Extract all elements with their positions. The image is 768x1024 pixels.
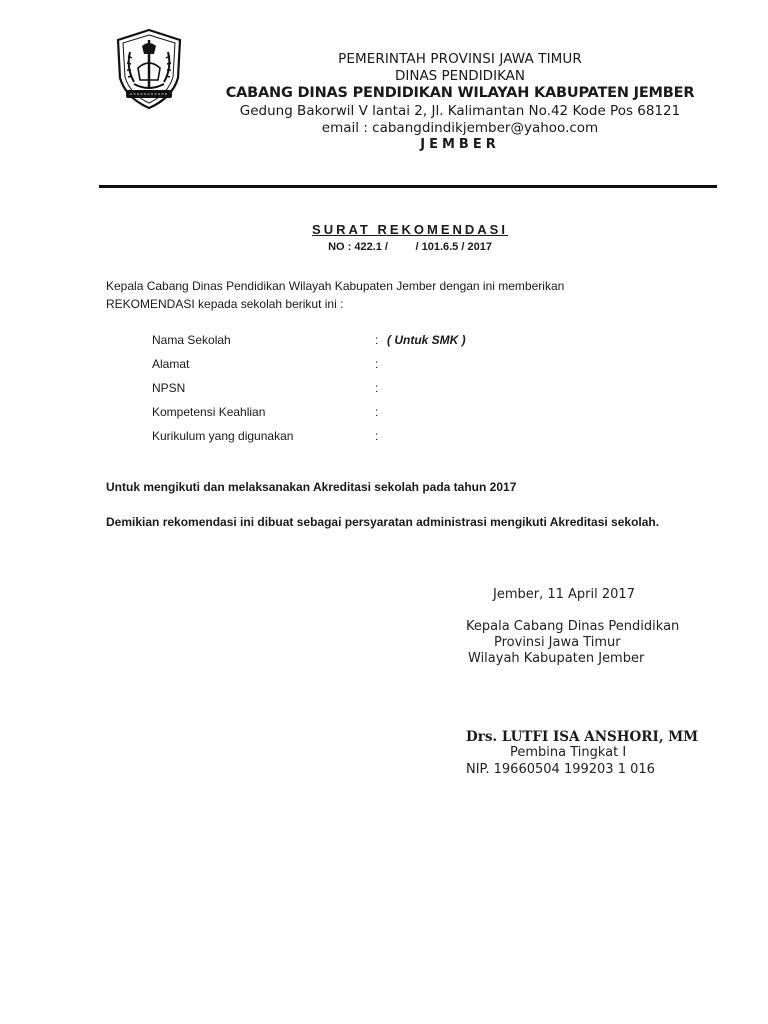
letterhead-agency: DINAS PENDIDIKAN (394, 68, 526, 84)
signer-position-1: Kepala Cabang Dinas Pendidikan (466, 619, 680, 634)
intro-paragraph (106, 277, 726, 313)
intro-line-2: REKOMENDASI kepada sekolah berikut ini : (106, 297, 344, 311)
field-colon: : (375, 381, 379, 395)
field-label-school-name: Nama Sekolah (152, 333, 231, 347)
letterhead-government: PEMERINTAH PROVINSI JAWA TIMUR (338, 51, 582, 67)
letterhead-branch: CABANG DINAS PENDIDIKAN WILAYAH KABUPATEN JEMBER (225, 85, 695, 101)
place-date: Jember, 11 April 2017 (493, 587, 635, 602)
field-colon: : (375, 405, 379, 419)
closing-paragraph: Demikian rekomendasi ini dibuat sebagai persyaratan administrasi mengikuti Akreditasi sekolah. (106, 515, 660, 529)
field-colon: : (375, 429, 379, 443)
letter-number: NO : 422.1 / / 101.6.5 / 2017 (328, 241, 492, 253)
purpose-paragraph: Untuk mengikuti dan melaksanakan Akreditasi sekolah pada tahun 2017 (106, 480, 517, 494)
provincial-crest-icon (112, 28, 186, 110)
signer-nip: NIP. 19660504 199203 1 016 (466, 762, 655, 777)
letter-title: SURAT REKOMENDASI (312, 222, 508, 237)
field-label-curriculum: Kurikulum yang digunakan (152, 429, 294, 443)
letterhead-city: JEMBER (420, 137, 500, 152)
field-value-school-name: ( Untuk SMK ) (387, 333, 466, 347)
field-label-address: Alamat (152, 357, 190, 371)
signer-position-3: Wilayah Kabupaten Jember (468, 651, 645, 666)
letterhead-email: email : cabangdindikjember@yahoo.com (321, 120, 599, 136)
field-label-npsn: NPSN (152, 381, 186, 395)
header-divider (99, 185, 717, 188)
intro-line-1: Kepala Cabang Dinas Pendidikan Wilayah Kabupaten Jember dengan ini memberikan (106, 279, 565, 293)
field-colon: : (375, 333, 379, 347)
field-label-competency: Kompetensi Keahlian (152, 405, 266, 419)
field-colon: : (375, 357, 379, 371)
letterhead-address: Gedung Bakorwil V lantai 2, Jl. Kalimantan No.42 Kode Pos 68121 (239, 103, 681, 119)
signer-name: Drs. LUTFI ISA ANSHORI, MM (466, 729, 699, 745)
signer-position-2: Provinsi Jawa Timur (494, 635, 621, 650)
signer-rank: Pembina Tingkat I (510, 745, 627, 760)
